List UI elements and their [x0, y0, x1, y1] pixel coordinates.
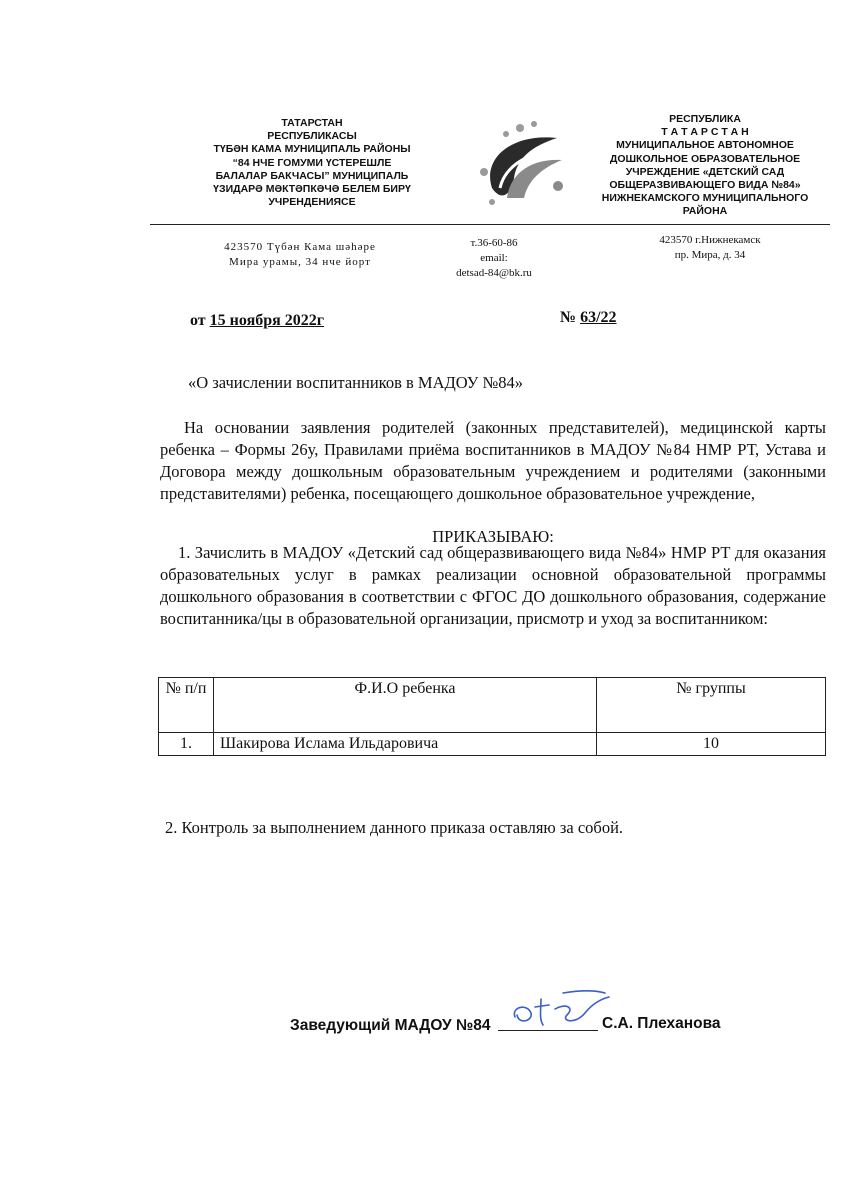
address-russian-line: пр. Мира, д. 34	[674, 249, 746, 261]
col-header-name: Ф.И.О ребенка	[214, 678, 597, 733]
header-right-line: НИЖНЕКАМСКОГО МУНИЦИПАЛЬНОГО	[601, 192, 809, 205]
header-right-line: ДОШКОЛЬНОЕ ОБРАЗОВАТЕЛЬНОЕ	[609, 152, 801, 165]
header-right-line: УЧРЕЖДЕНИЕ «ДЕТСКИЙ САД	[625, 165, 785, 178]
order-command: ПРИКАЗЫВАЮ:	[432, 527, 554, 546]
header-left-line: ТҮБӘН КАМА МУНИЦИПАЛЬ РАЙОНЫ	[213, 143, 411, 156]
table-row	[159, 733, 826, 756]
header-right-line: Т А Т А Р С Т А Н	[661, 126, 749, 139]
email-link[interactable]: detsad-84@bk.ru	[456, 267, 532, 279]
signer-title: Заведующий МАДОУ №84	[290, 1017, 491, 1034]
signer-name: С.А. Плеханова	[602, 1015, 721, 1032]
cell-group: 10	[597, 733, 826, 756]
header-left-line: “84 НЧЕ ГОМУМИ ҮСТЕРЕШЛЕ	[232, 156, 392, 169]
cell-name: Шакирова Ислама Ильдаровича	[214, 733, 597, 756]
cell-number: 1.	[159, 733, 214, 756]
col-header-number: № п/п	[159, 678, 214, 733]
number-prefix: №	[560, 309, 581, 326]
address-russian	[610, 233, 810, 263]
pupils-table	[158, 677, 826, 756]
number-value: 63/22	[580, 309, 617, 326]
order-date	[190, 312, 324, 330]
col-header-group: № группы	[597, 678, 826, 733]
header-left-line: РЕСПУБЛИКАСЫ	[267, 130, 357, 143]
handwritten-signature	[505, 985, 615, 1035]
basis-paragraph: На основании заявления родителей (законных представителей), медицинской карты ребенка – Формы 26у, Правилами приёма воспитанников в МАДОУ №84 НМР РТ, Устава и Договора между дошкольным образовательным учреждением и родителями (законными представителями) ребенка, посещающего дошкольное образовательное учреждение,	[160, 418, 826, 503]
header-left-line: ТАТАРСТАН	[281, 117, 343, 129]
header-left-line: БАЛАЛАР БАКЧАСЫ” МУНИЦИПАЛЬ	[215, 169, 409, 182]
header-left-line: ҮЗИДАРӘ МӘКТӘПКӘЧӘ БЕЛЕМ БИРҮ	[213, 183, 411, 196]
address-tatar	[200, 240, 400, 270]
phone: т.36-60-86	[470, 237, 518, 249]
header-right-line: МУНИЦИПАЛЬНОЕ АВТОНОМНОЕ	[616, 139, 794, 152]
order-item-2: 2. Контроль за выполнением данного приказа оставляю за собой.	[165, 818, 624, 837]
header-right-line: РАЙОНА	[682, 205, 728, 218]
header-right-line: ОБЩЕРАЗВИВАЮЩЕГО ВИДА №84»	[609, 179, 801, 192]
address-tatar-line: 423570 Түбән Кама шәһәре	[224, 241, 376, 253]
address-russian-line: 423570 г.Нижнекамск	[659, 234, 761, 246]
header-left-line: УЧРЕНДЕНИЯСЕ	[268, 196, 356, 209]
order-number	[560, 309, 617, 327]
header-left-tatar	[178, 117, 446, 209]
header-divider	[150, 224, 830, 225]
address-tatar-line: Мира урамы, 34 нче йорт	[229, 256, 371, 268]
email-label: email:	[480, 252, 508, 264]
header-right-line: РЕСПУБЛИКА	[669, 113, 741, 125]
contacts	[432, 236, 556, 281]
order-subject: «О зачислении воспитанников в МАДОУ №84»	[188, 373, 524, 392]
institution-logo	[462, 118, 570, 218]
order-item-1: 1. Зачислить в МАДОУ «Детский сад общеразвивающего вида №84» НМР РТ для оказания образовательных услуг в рамках реализации основной образовательной программы дошкольного образования в соответствии с ФГОС ДО дошкольного образования, содержание воспитанника/цы в образовательной организации, присмотр и уход за воспитанником:	[160, 543, 826, 628]
header-right-russian	[586, 113, 824, 219]
date-prefix: от	[190, 312, 210, 329]
date-value: 15 ноября 2022г	[209, 312, 325, 329]
table-header-row	[159, 678, 826, 733]
